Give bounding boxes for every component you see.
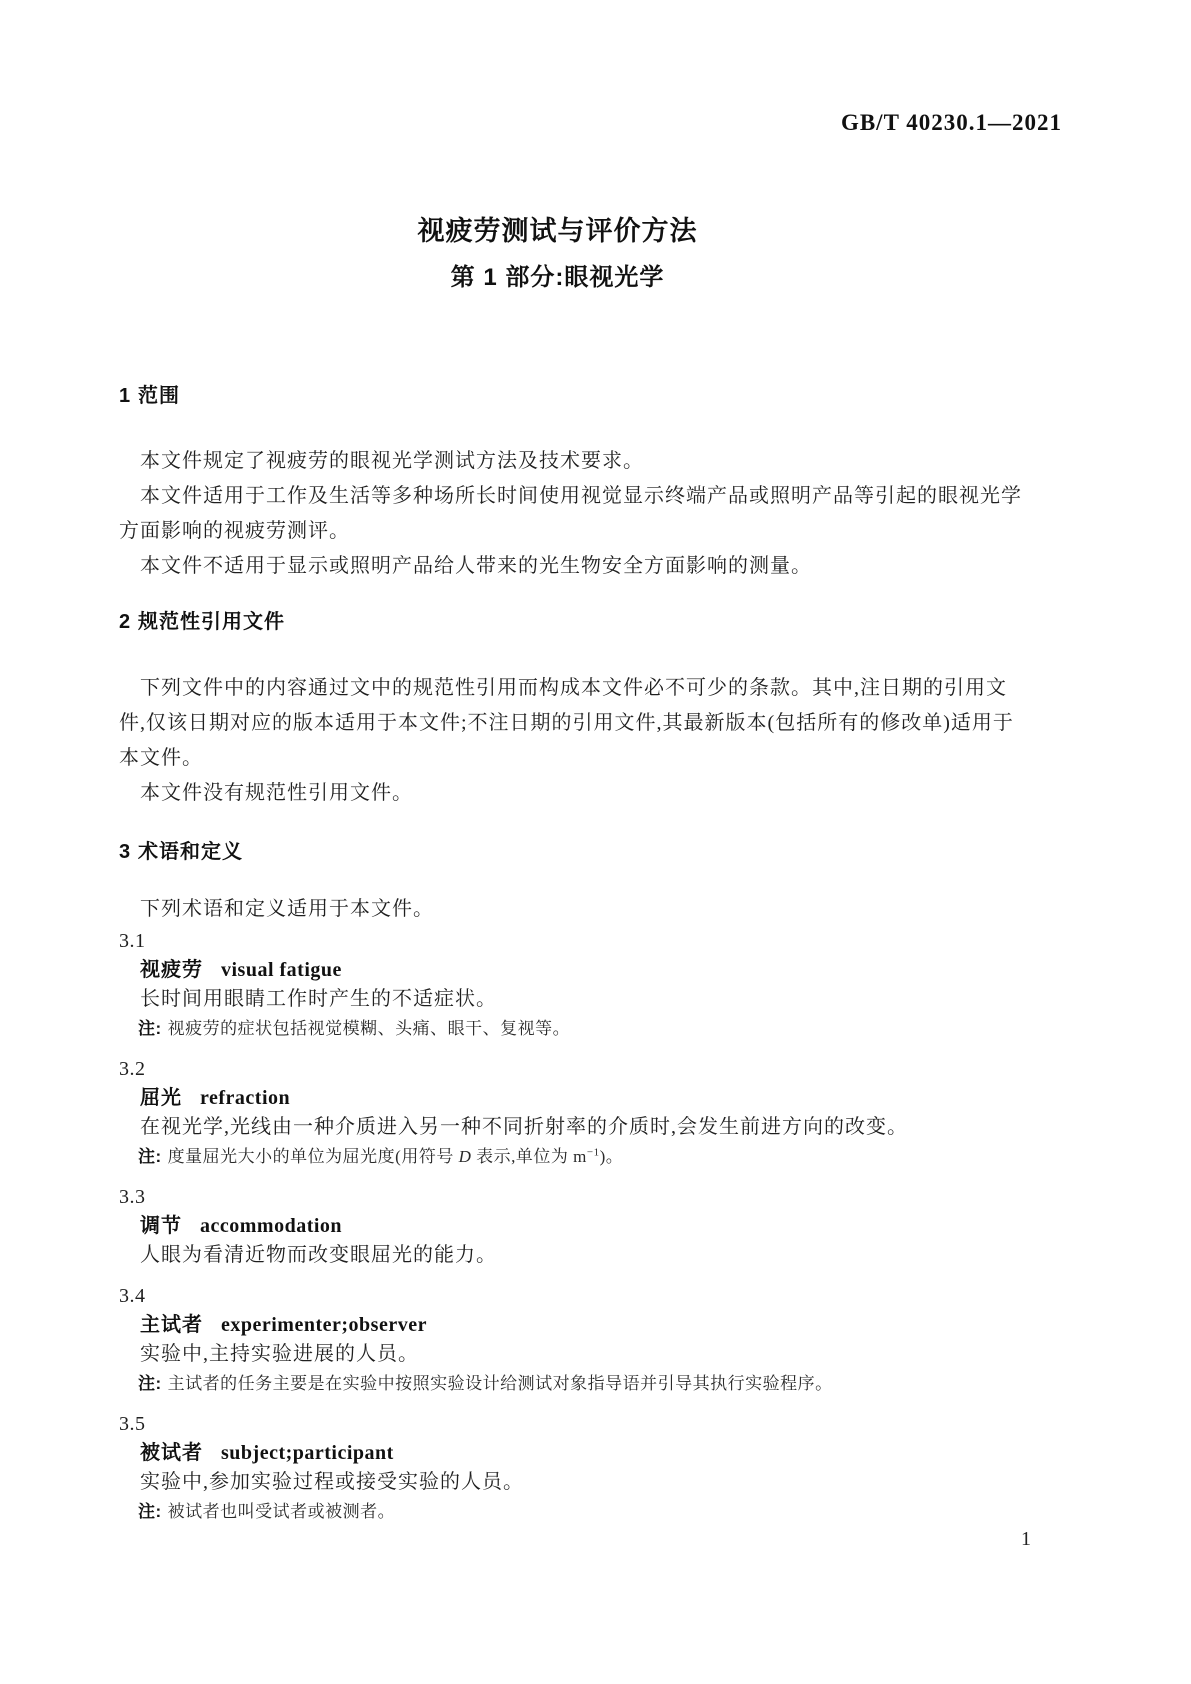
term-name-line xyxy=(119,1212,1062,1241)
section-title: 术语和定义 xyxy=(138,841,243,863)
note-label: 注: xyxy=(138,1147,162,1166)
term-name-line xyxy=(119,1311,1062,1340)
term-zh: 调节 xyxy=(140,1215,182,1237)
term-definition: 实验中,参加实验过程或接受实验的人员。 xyxy=(140,1471,524,1493)
term-definition: 人眼为看清近物而改变眼屈光的能力。 xyxy=(140,1244,497,1266)
doc-title-line2: 第 1 部分:眼视光学 xyxy=(450,264,665,291)
term-zh: 主试者 xyxy=(140,1314,203,1336)
term-en: subject;participant xyxy=(221,1442,394,1464)
section-heading-scope xyxy=(119,383,1062,410)
section-terms-intro xyxy=(119,892,1062,927)
term-id: 3.3 xyxy=(119,1186,146,1208)
section-heading-normative-references xyxy=(119,609,1062,636)
term-name-line xyxy=(119,956,1062,985)
page-content xyxy=(119,0,1062,1526)
term-entry-experimenter xyxy=(119,1282,1062,1398)
term-entry-accommodation xyxy=(119,1183,1062,1270)
section-number: 2 xyxy=(119,611,132,633)
term-definition: 实验中,主持实验进展的人员。 xyxy=(140,1343,419,1365)
term-id: 3.1 xyxy=(119,930,146,952)
note-label: 注: xyxy=(138,1019,162,1038)
paragraph-line: 本文件没有规范性引用文件。 xyxy=(140,782,413,804)
term-definition: 长时间用眼睛工作时产生的不适症状。 xyxy=(140,988,497,1010)
term-zh: 被试者 xyxy=(140,1442,203,1464)
term-entry-refraction xyxy=(119,1055,1062,1171)
term-en: experimenter;observer xyxy=(221,1314,427,1336)
term-name-line xyxy=(119,1439,1062,1468)
paragraph-line: 本文件。 xyxy=(119,747,203,769)
term-id: 3.5 xyxy=(119,1413,146,1435)
term-note xyxy=(119,1369,1062,1398)
term-en: accommodation xyxy=(200,1215,343,1237)
term-note xyxy=(119,1497,1062,1526)
term-id: 3.4 xyxy=(119,1285,146,1307)
section-scope-body xyxy=(119,444,1062,584)
term-entry-subject xyxy=(119,1410,1062,1526)
page-number: 1 xyxy=(1021,1528,1031,1550)
terms-list xyxy=(119,927,1062,1526)
note-text: 视疲劳的症状包括视觉模糊、头痛、眼干、复视等。 xyxy=(167,1019,571,1038)
section-normative-references-body xyxy=(119,671,1062,811)
term-definition: 在视光学,光线由一种介质进入另一种不同折射率的介质时,会发生前进方向的改变。 xyxy=(140,1116,908,1138)
term-zh: 视疲劳 xyxy=(140,959,203,981)
paragraph-line: 本文件规定了视疲劳的眼视光学测试方法及技术要求。 xyxy=(140,450,644,472)
section-number: 1 xyxy=(119,385,132,407)
term-name-line xyxy=(119,1084,1062,1113)
note-text: 被试者也叫受试者或被测者。 xyxy=(167,1502,396,1521)
paragraph-line: 本文件不适用于显示或照明产品给人带来的光生物安全方面影响的测量。 xyxy=(140,555,812,577)
section-title: 范围 xyxy=(138,385,180,407)
standard-number: GB/T 40230.1—2021 xyxy=(840,110,1062,135)
note-text: 主试者的任务主要是在实验中按照实验设计给测试对象指导语并引导其执行实验程序。 xyxy=(167,1374,833,1393)
paragraph-line: 本文件适用于工作及生活等多种场所长时间使用视觉显示终端产品或照明产品等引起的眼视光学 xyxy=(140,485,1022,507)
paragraph-line: 方面影响的视疲劳测评。 xyxy=(119,520,350,542)
term-zh: 屈光 xyxy=(140,1087,182,1109)
note-label: 注: xyxy=(138,1502,162,1521)
term-en: visual fatigue xyxy=(221,959,342,981)
paragraph-line: 下列文件中的内容通过文中的规范性引用而构成本文件必不可少的条款。其中,注日期的引用文 xyxy=(140,677,1007,699)
section-title: 规范性引用文件 xyxy=(138,611,285,633)
term-note xyxy=(119,1014,1062,1043)
section-number: 3 xyxy=(119,841,132,863)
section-heading-terms-definitions xyxy=(119,839,1062,866)
term-en: refraction xyxy=(200,1087,291,1109)
paragraph-line: 件,仅该日期对应的版本适用于本文件;不注日期的引用文件,其最新版本(包括所有的修改单)适用于 xyxy=(119,712,1014,734)
note-text: 度量屈光大小的单位为屈光度(用符号 D 表示,单位为 $m^{-1}$)。 xyxy=(167,1146,624,1166)
note-label: 注: xyxy=(138,1374,162,1393)
paragraph-line: 下列术语和定义适用于本文件。 xyxy=(140,898,434,920)
term-entry-visual-fatigue xyxy=(119,927,1062,1043)
term-note xyxy=(119,1142,1062,1171)
doc-title-line1: 视疲劳测试与评价方法 xyxy=(417,216,698,246)
term-id: 3.2 xyxy=(119,1058,146,1080)
